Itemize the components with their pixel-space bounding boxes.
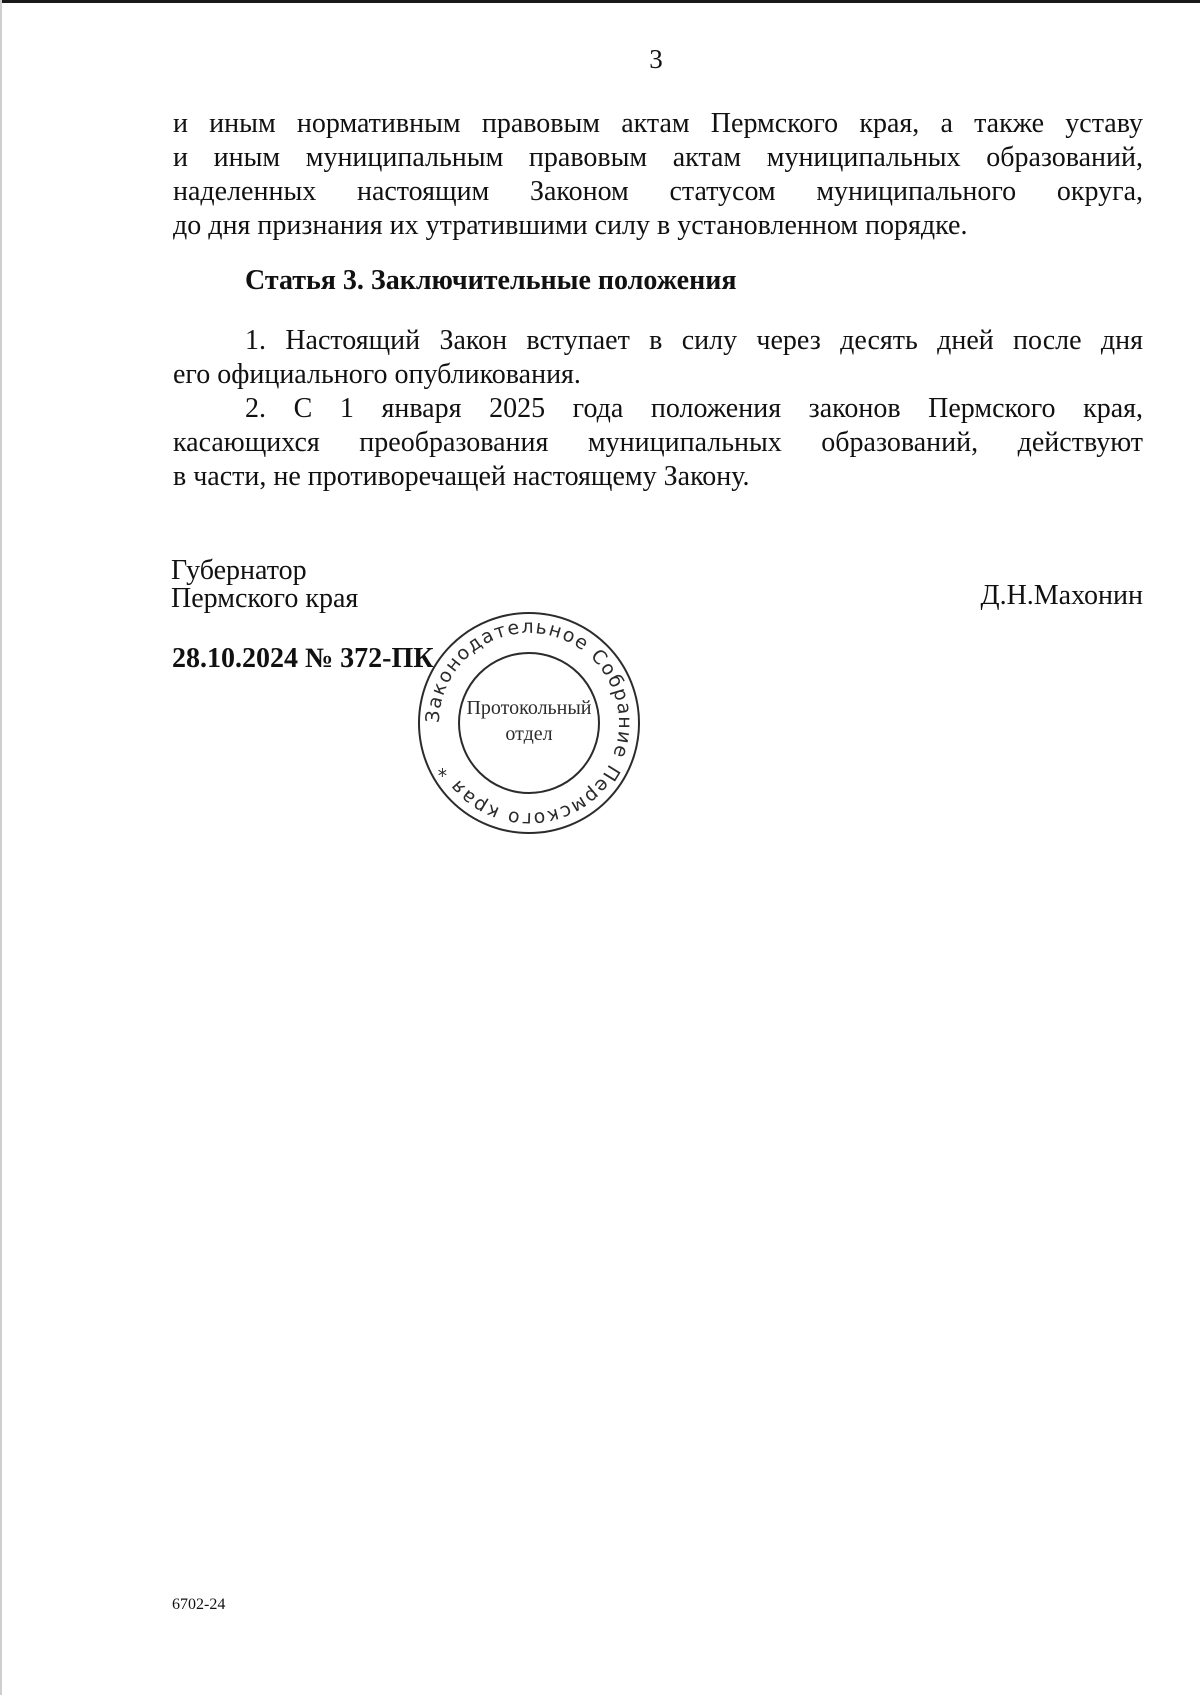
paragraph-line: наделенных настоящим Законом статусом муниципального округа, bbox=[173, 176, 1143, 207]
paragraph-continuation bbox=[173, 107, 1143, 243]
stamp-center-line1: Протокольный bbox=[466, 697, 592, 719]
signatory-title bbox=[171, 557, 358, 613]
stamp-star: * bbox=[433, 759, 458, 781]
official-stamp bbox=[414, 608, 644, 838]
document-code: 6702-24 bbox=[172, 1596, 226, 1613]
stamp-ring-label: Законодательное Собрание Пермского края bbox=[421, 615, 637, 831]
scan-edge-top bbox=[0, 0, 1200, 3]
signatory-title-line: Губернатор bbox=[171, 555, 307, 586]
law-date-number: 28.10.2024 № 372-ПК bbox=[172, 643, 434, 674]
article-heading: Статья 3. Заключительные положения bbox=[245, 265, 737, 296]
signatory-title-line: Пермского края bbox=[171, 583, 359, 614]
paragraph-line: и иным нормативным правовым актам Пермского края, а также уставу bbox=[173, 108, 1143, 139]
stamp-center-line2: отдел bbox=[505, 723, 553, 745]
page-number: 3 bbox=[649, 44, 663, 74]
clause-line: его официального опубликования. bbox=[173, 359, 581, 390]
scan-edge-left bbox=[0, 0, 2, 1695]
clause-1 bbox=[173, 324, 1143, 392]
signatory-name: Д.Н.Махонин bbox=[980, 580, 1143, 611]
clause-line: в части, не противоречащей настоящему Закону. bbox=[173, 461, 750, 492]
clause-line: 1. Настоящий Закон вступает в силу через десять дней после дня bbox=[245, 325, 1143, 356]
clause-line: 2. С 1 января 2025 года положения законов Пермского края, bbox=[245, 393, 1143, 424]
paragraph-line: до дня признания их утратившими силу в установленном порядке. bbox=[173, 210, 968, 241]
clause-2 bbox=[173, 392, 1143, 494]
clause-line: касающихся преобразования муниципальных образований, действуют bbox=[173, 427, 1143, 458]
paragraph-line: и иным муниципальным правовым актам муниципальных образований, bbox=[173, 142, 1143, 173]
